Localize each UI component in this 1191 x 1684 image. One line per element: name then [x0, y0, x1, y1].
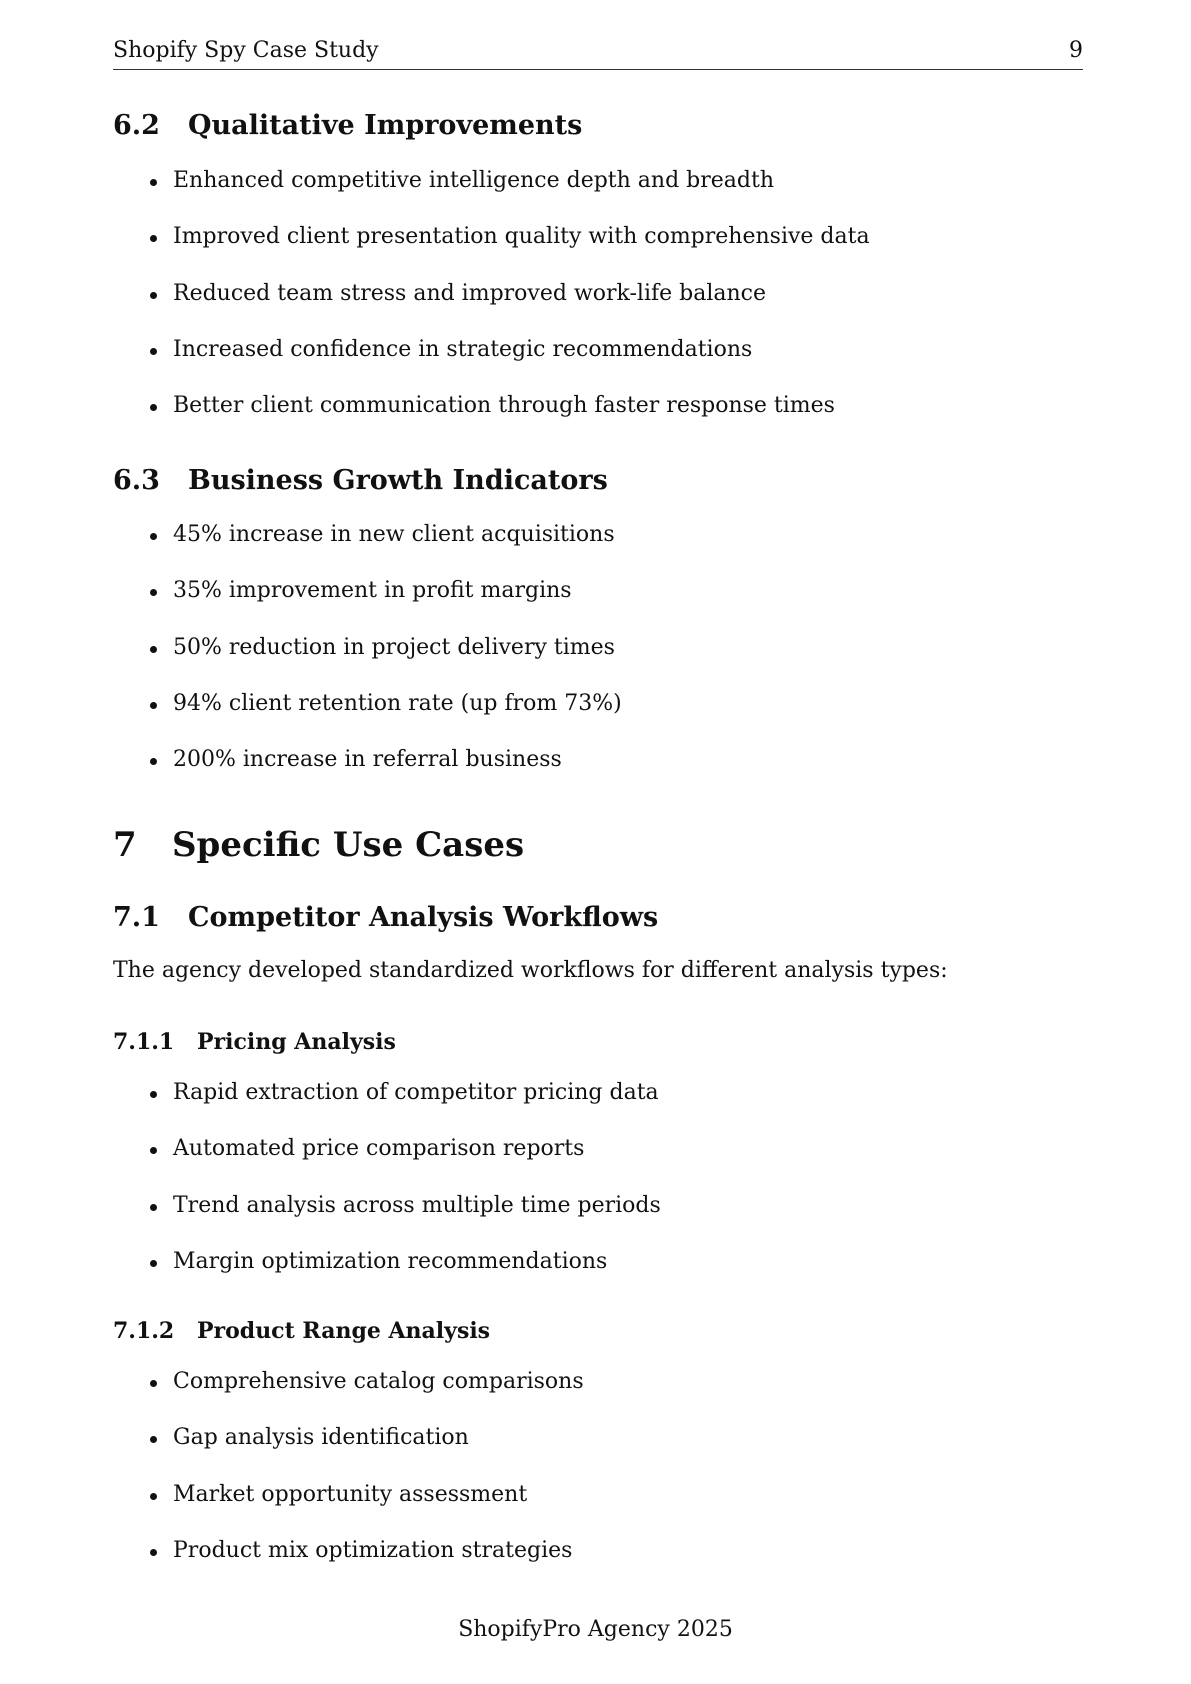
bullet-icon	[150, 533, 157, 540]
bullet-list-6-3	[0, 520, 1191, 801]
list-item-text: 50% reduction in project delivery times	[173, 634, 615, 660]
list-item-text: Rapid extraction of competitor pricing data	[173, 1080, 659, 1105]
list-item-text: Gap analysis identification	[173, 1425, 469, 1451]
list-item	[0, 1191, 1191, 1247]
list-item	[0, 222, 1191, 278]
list-item	[0, 1480, 1191, 1536]
section-number: 7.1.2	[113, 1318, 175, 1344]
section-number: 7.1.1	[113, 1029, 175, 1055]
list-item-text: 200% increase in referral business	[173, 747, 562, 773]
list-item-text: Margin optimization recommendations	[173, 1248, 608, 1274]
section-heading-6-3	[113, 465, 608, 496]
list-item-text: Automated price comparison reports	[173, 1136, 585, 1162]
section-title: Product Range Analysis	[197, 1318, 491, 1344]
list-item-text: Comprehensive catalog comparisons	[173, 1369, 584, 1394]
bullet-icon	[150, 1204, 157, 1211]
bullet-list-7-1-2	[0, 1367, 1191, 1592]
subsection-heading-7-1-1	[113, 1029, 396, 1055]
bullet-icon	[150, 179, 157, 186]
intro-paragraph: The agency developed standardized workflows for different analysis types:	[113, 958, 948, 983]
bullet-icon	[150, 348, 157, 355]
running-header	[113, 38, 1083, 70]
list-item	[0, 1078, 1191, 1134]
section-heading-7	[113, 825, 524, 865]
list-item	[0, 1367, 1191, 1423]
bullet-icon	[150, 1147, 157, 1154]
list-item-text: Reduced team stress and improved work-life balance	[173, 280, 767, 306]
section-number: 6.3	[113, 465, 160, 496]
list-item-text: 45% increase in new client acquisitions	[173, 522, 615, 547]
bullet-icon	[150, 1091, 157, 1098]
section-title: Pricing Analysis	[197, 1029, 396, 1055]
list-item-text: Trend analysis across multiple time periods	[173, 1192, 661, 1218]
bullet-icon	[150, 1380, 157, 1387]
list-item-text: Better client communication through faster response times	[173, 393, 835, 419]
list-item	[0, 1536, 1191, 1592]
list-item	[0, 745, 1191, 801]
list-item	[0, 576, 1191, 632]
list-item-text: Enhanced competitive intelligence depth and breadth	[173, 168, 774, 193]
bullet-icon	[150, 758, 157, 765]
bullet-icon	[150, 235, 157, 242]
bullet-icon	[150, 1549, 157, 1556]
section-heading-7-1	[113, 902, 658, 933]
bullet-list-7-1-1	[0, 1078, 1191, 1303]
list-item	[0, 279, 1191, 335]
bullet-icon	[150, 646, 157, 653]
list-item-text: 35% improvement in profit margins	[173, 578, 572, 604]
bullet-icon	[150, 1260, 157, 1267]
list-item-text: 94% client retention rate (up from 73%)	[173, 690, 622, 716]
list-item	[0, 166, 1191, 222]
page-footer: ShopifyPro Agency 2025	[458, 1617, 733, 1642]
bullet-icon	[150, 292, 157, 299]
section-title: Business Growth Indicators	[188, 465, 608, 496]
page-number: 9	[1069, 38, 1083, 63]
bullet-icon	[150, 1436, 157, 1443]
section-number: 7	[113, 825, 137, 865]
list-item-text: Product mix optimization strategies	[173, 1537, 573, 1563]
section-title: Qualitative Improvements	[188, 110, 583, 141]
bullet-icon	[150, 404, 157, 411]
subsection-heading-7-1-2	[113, 1318, 490, 1344]
bullet-icon	[150, 702, 157, 709]
list-item	[0, 1134, 1191, 1190]
list-item	[0, 391, 1191, 447]
list-item	[0, 1423, 1191, 1479]
bullet-icon	[150, 1493, 157, 1500]
list-item	[0, 1247, 1191, 1303]
section-number: 7.1	[113, 902, 160, 933]
list-item	[0, 689, 1191, 745]
list-item-text: Increased confidence in strategic recommendations	[173, 336, 753, 362]
list-item	[0, 520, 1191, 576]
list-item	[0, 633, 1191, 689]
list-item	[0, 335, 1191, 391]
section-title: Competitor Analysis Workflows	[188, 902, 659, 933]
bullet-list-6-2	[0, 166, 1191, 447]
section-title: Specific Use Cases	[172, 825, 525, 865]
section-number: 6.2	[113, 110, 160, 141]
section-heading-6-2	[113, 110, 582, 141]
list-item-text: Improved client presentation quality with comprehensive data	[173, 224, 870, 250]
list-item-text: Market opportunity assessment	[173, 1481, 528, 1507]
header-title: Shopify Spy Case Study	[113, 38, 379, 63]
bullet-icon	[150, 589, 157, 596]
